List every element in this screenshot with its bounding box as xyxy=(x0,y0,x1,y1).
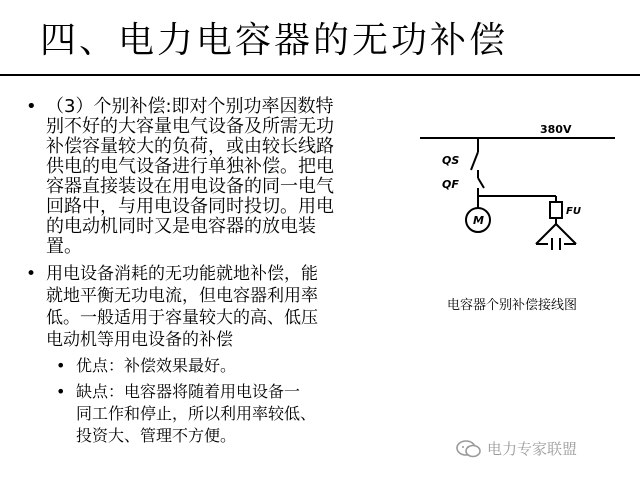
text-line: 就地平衡无功电流，但电容器利用率 xyxy=(46,286,318,306)
fuse-symbol xyxy=(550,202,562,218)
slide-title: 四、电力电容器的无功补偿 xyxy=(40,20,509,61)
text-line: 容器直接装设在用电设备的同一电气 xyxy=(46,176,334,197)
text-line: 优点：补偿效果最好。 xyxy=(76,356,237,375)
text-line: 缺点：电容器将随着用电设备一 xyxy=(76,382,301,401)
wiring-diagram xyxy=(420,112,620,262)
bullet-marker: • xyxy=(26,96,37,117)
text-line: 回路中，与用电设备同时投切。用电 xyxy=(46,196,334,217)
text-line: 补偿容量较大的负荷，或由较长线路 xyxy=(46,136,334,157)
bullet-marker: • xyxy=(56,356,66,375)
breaker-blade xyxy=(478,178,484,188)
bullet-individual-compensation xyxy=(26,96,398,257)
bullet-list xyxy=(26,96,398,447)
switch-blade xyxy=(471,152,478,170)
text-line: 供电的电气设备进行单独补偿。把电 xyxy=(46,156,334,177)
text-line: 置。 xyxy=(46,236,82,257)
text-line: （3）个别补偿:即对个别功率因数特 xyxy=(46,96,334,117)
fuse-label: FU xyxy=(566,206,581,217)
text-line: 投资大、管理不方便。 xyxy=(76,426,237,445)
text-line: 电动机等用电设备的补偿 xyxy=(46,330,233,350)
bullet-local-balance xyxy=(26,263,398,351)
diagram-caption: 电容器个别补偿接线图 xyxy=(447,298,578,313)
title-underline xyxy=(0,74,640,76)
sub-bullet-disadvantage xyxy=(56,381,398,447)
motor-label: M xyxy=(473,214,484,227)
text-line: 别不好的大容量电气设备及所需无功 xyxy=(46,116,334,137)
wechat-icon xyxy=(455,439,483,459)
text-line: 低。一般适用于容量较大的高、低压 xyxy=(46,308,318,328)
switch-label: QS xyxy=(442,154,460,167)
bullet-marker: • xyxy=(56,382,66,401)
watermark-text: 电力专家联盟 xyxy=(487,440,578,458)
bullet-marker: • xyxy=(26,264,37,284)
text-line: 同工作和停止，所以利用率较低、 xyxy=(76,404,317,423)
voltage-label: 380V xyxy=(540,123,572,136)
breaker-label: QF xyxy=(442,178,459,191)
text-line: 的电动机同时又是电容器的放电装 xyxy=(46,216,316,237)
watermark xyxy=(455,438,577,459)
sub-bullet-advantage xyxy=(56,355,398,377)
text-line: 用电设备消耗的无功能就地补偿，能 xyxy=(46,264,318,284)
